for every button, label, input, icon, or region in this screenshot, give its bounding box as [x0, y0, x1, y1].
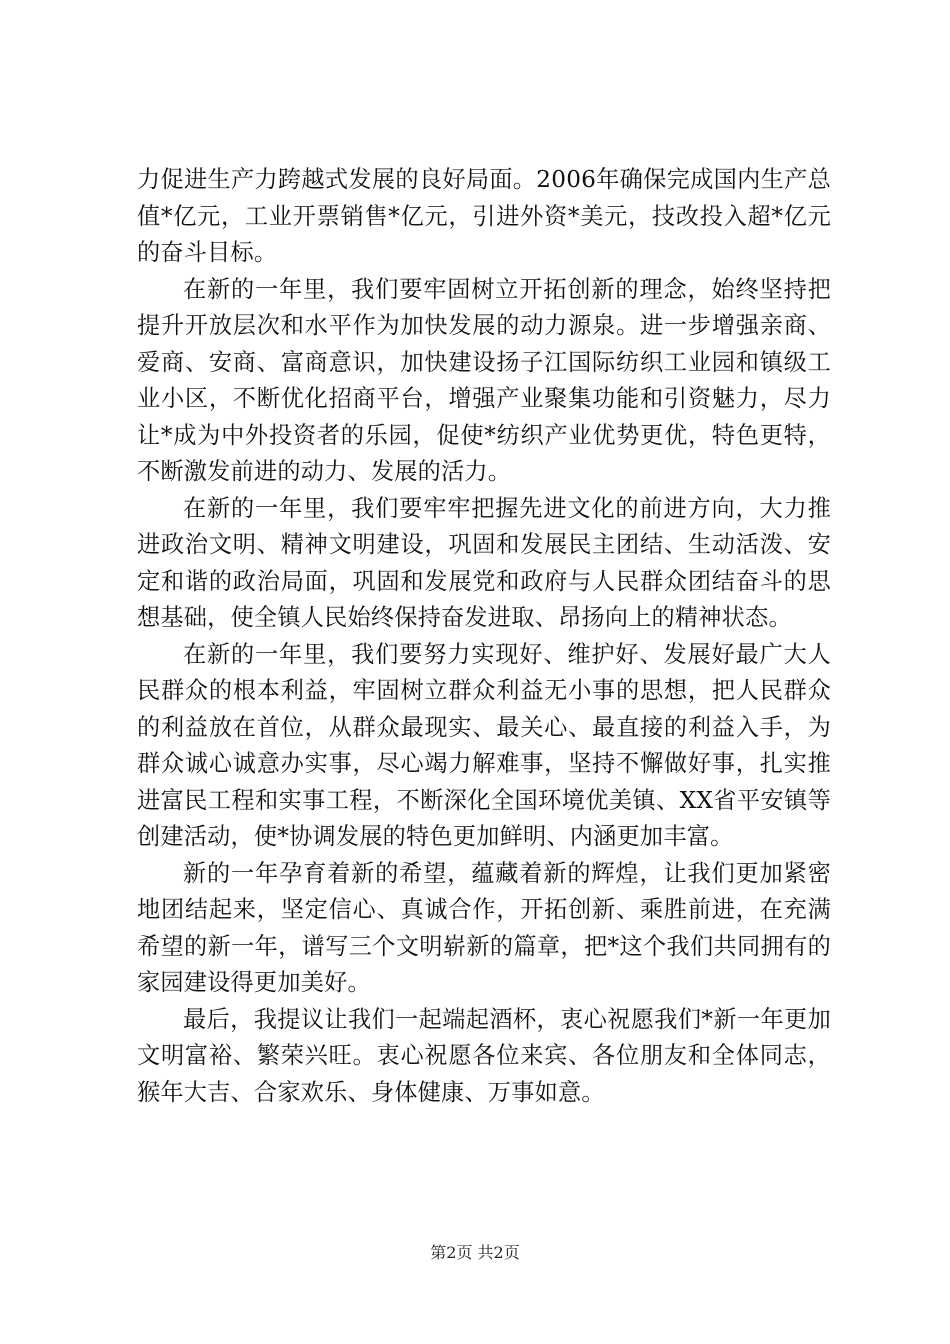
paragraph-openness: 在新的一年里，我们要牢固树立开拓创新的理念，始终坚持把提升开放层次和水平作为加快发展的动力源泉。进一步增强亲商、爱商、安商、富商意识，加快建设扬子江国际纺织工业园和镇级工业小区，不断优化招商平台，增强产业聚集功能和引资魅力，尽力让*成为中外投资者的乐园，促使*纺织产业优势更优，特色更特，不断激发前进的动力、发展的活力。	[137, 275, 831, 485]
paragraph-culture: 在新的一年里，我们要牢牢把握先进文化的前进方向，大力推进政治文明、精神文明建设，巩固和发展民主团结、生动活泼、安定和谐的政治局面，巩固和发展党和政府与人民群众团结奋斗的思想基础，使全镇人民始终保持奋发进取、昂扬向上的精神状态。	[137, 494, 831, 631]
page-footer: 第2页 共2页	[430, 1243, 520, 1262]
paragraph-toast: 最后，我提议让我们一起端起酒杯，衷心祝愿我们*新一年更加文明富裕、繁荣兴旺。衷心祝愿各位来宾、各位朋友和全体同志，猴年大吉、合家欢乐、身体健康、万事如意。	[137, 1005, 831, 1106]
paragraph-continuation: 力促进生产力跨越式发展的良好局面。2006年确保完成国内生产总值*亿元，工业开票销售*亿元，引进外资*美元，技改投入超*亿元的奋斗目标。	[137, 166, 831, 266]
document-body	[137, 162, 831, 1111]
paragraph-new-year-hope: 新的一年孕育着新的希望，蕴藏着新的辉煌，让我们更加紧密地团结起来，坚定信心、真诚合作，开拓创新、乘胜前进，在充满希望的新一年，谱写三个文明崭新的篇章，把*这个我们共同拥有的家园建设得更加美好。	[137, 859, 831, 996]
paragraph-people-interests: 在新的一年里，我们要努力实现好、维护好、发展好最广大人民群众的根本利益，牢固树立群众利益无小事的思想，把人民群众的利益放在首位，从群众最现实、最关心、最直接的利益入手，为群众诚心诚意办实事，尽心竭力解难事，坚持不懈做好事，扎实推进富民工程和实事工程，不断深化全国环境优美镇、XX省平安镇等创建活动，使*协调发展的特色更加鲜明、内涵更加丰富。	[137, 640, 831, 850]
